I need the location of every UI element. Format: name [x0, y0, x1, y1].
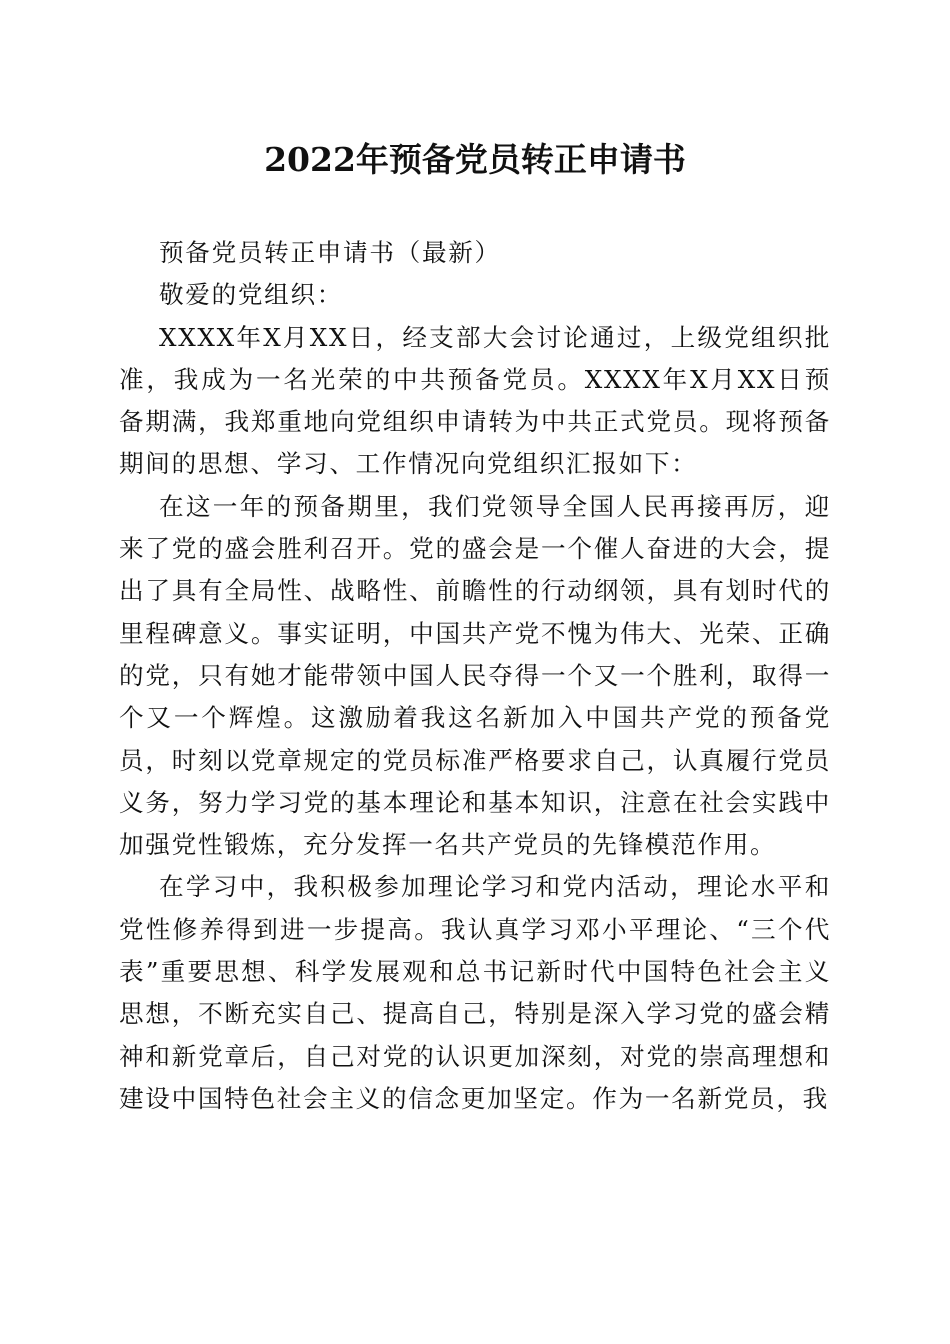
paragraph-study: 在学习中，我积极参加理论学习和党内活动，理论水平和党性修养得到进一步提高。我认真学习邓小平理论、“三个代表”重要思想、科学发展观和总书记新时代中国特色社会主义思想，不断充实自己、提高自己，特别是深入学习党的盛会精神和新党章后，自己对党的认识更加深刻，对党的崇高理想和建设中国特色社会主义的信念更加坚定。作为一名新党员，我: [119, 872, 831, 1113]
document-title: 2022年预备党员转正申请书: [264, 140, 686, 179]
document-body: [119, 232, 831, 1120]
document-subtitle: 预备党员转正申请书（最新）: [159, 238, 501, 267]
salutation: 敬爱的党组织：: [159, 280, 344, 310]
paragraph-intro: XXXX年X月XX日，经支部大会讨论通过，上级党组织批准，我成为一名光荣的中共预备党员。XXXX年X月XX日预备期满，我郑重地向党组织申请转为中共正式党员。现将预备期间的思想、学习、工作情况向党组织汇报如下：: [119, 322, 831, 479]
paragraph-preparation-period: 在这一年的预备期里，我们党领导全国人民再接再厉，迎来了党的盛会胜利召开。党的盛会是一个催人奋进的大会，提出了具有全局性、战略性、前瞻性的行动纲领，具有划时代的里程碑意义。事实证明，中国共产党不愧为伟大、光荣、正确的党，只有她才能带领中国人民夺得一个又一个胜利，取得一个又一个辉煌。这激励着我这名新加入中国共产党的预备党员，时刻以党章规定的党员标准严格要求自己，认真履行党员义务，努力学习党的基本理论和基本知识，注意在社会实践中加强党性锻炼，充分发挥一名共产党员的先锋模范作用。: [119, 491, 831, 860]
